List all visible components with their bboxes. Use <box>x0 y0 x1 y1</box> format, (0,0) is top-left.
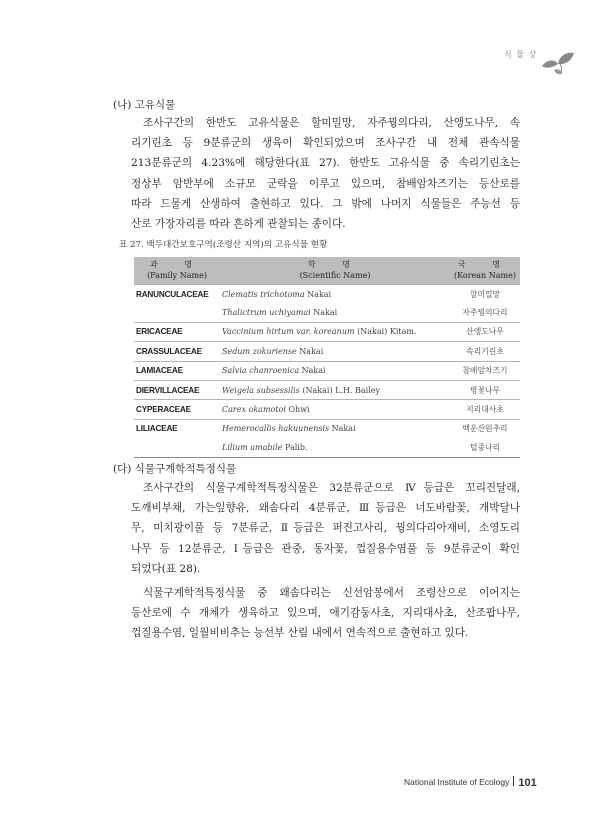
table-row: LILIACEAE Hemerocallis hakuunensis Nakai 백운산원추리 <box>134 419 520 438</box>
text-line: 식물구계학적특정식물 중 왜솜다리는 신선암봉에서 조령산으로 이어지는 <box>143 587 520 599</box>
section-heading-endemic: (나) 고유식물 <box>113 99 176 111</box>
column-header-korean: 국 명 (Korean Name) <box>450 257 520 285</box>
page-footer <box>404 776 537 789</box>
paragraph-floristic-2 <box>131 583 520 644</box>
text-line: 도깨비부채, 가는잎향유, 왜솜다리 4분류군, Ⅲ등급은 너도바람꽃, 개박달나 <box>131 502 520 515</box>
table-caption: 표 27. 백두대간보호구역(조령산 지역)의 고유식물 현황 <box>119 240 328 250</box>
text-line: 정상부 암반부에 소규모 군락을 이루고 있으며, 참배암차즈기는 등산로를 <box>131 177 520 190</box>
page-number: 101 <box>518 777 537 789</box>
table-row: Thalictrum uchiyamai Nakai 자주꿩의다리 <box>222 308 508 318</box>
text-line: 나무 등 12분류군, Ⅰ등급은 관중, 동자꽃, 껍질용수염풀 등 9분류군이 확인 <box>131 542 520 555</box>
table-row: RANUNCULACEAE Clematis trichotoma Nakai 할미밀망 <box>134 285 520 304</box>
paragraph-endemic <box>131 113 520 234</box>
text-line: 되었다(표 28). <box>131 562 201 575</box>
column-header-scientific: 학 명 (Scientific Name) <box>220 257 450 285</box>
paragraph-floristic-1 <box>131 478 520 579</box>
text-line: 조사구간의 한반도 고유식물은 할미밀망, 자주꿩의다리, 산앵도나무, 속 <box>143 117 520 129</box>
section-label: 식 물 상 <box>504 50 538 59</box>
text-line: 무, 미치광이풀 등 7분류군, Ⅱ등급은 퍼진고사리, 꿩의다리아재비, 소영도리 <box>131 522 520 535</box>
endemic-plants-table <box>134 257 520 458</box>
text-line: 산로 가장자리를 따라 흔하게 관찰되는 종이다. <box>131 218 346 231</box>
text-line: 껍질용수염, 일월비비추는 능선부 산림 내에서 연속적으로 출현하고 있다. <box>131 627 469 640</box>
section-heading-floristic: (다) 식물구계학적특정식물 <box>113 463 237 475</box>
table-row: DIERVILLACEAE Weigela subsessilis (Nakai) L.H. Bailey 병꽃나무 <box>134 380 520 399</box>
text-line: 리기린초 등 9분류군의 생육이 확인되었으며 조사구간 내 전체 관속식물 <box>131 137 520 150</box>
text-line: 등산로에 수 개체가 생육하고 있으며, 애기감둥사초, 지리대사초, 산조팝나무, <box>131 607 520 620</box>
text-line: 213분류군의 4.23%에 해당한다(표 27). 한반도 고유식물 중 속리기린초는 <box>131 157 520 170</box>
leaf-ornament-icon <box>540 50 576 76</box>
table-row: ERICACEAE Vaccinium hirtum var. koreanum (Nakai) Kitam. 산앵도나무 <box>134 322 520 341</box>
text-line: 따라 드물게 산생하여 출현하고 있다. 그 밖에 나머지 식물들은 주능선 등 <box>131 197 520 210</box>
table-row: CYPERACEAE Carex okamotoi Ohwi 지리대사초 <box>134 400 520 419</box>
table-row: CRASSULACEAE Sedum zokuriense Nakai 속리기린초 <box>134 342 520 361</box>
table-row: LAMIACEAE Salvia chanroenica Nakai 참배암차즈기 <box>134 361 520 380</box>
column-header-family: 과 명 (Family Name) <box>134 257 220 285</box>
footer-divider <box>513 776 514 786</box>
table-row: Lilium amabile Palib. 털중나리 <box>134 438 520 457</box>
text-line: 조사구간의 식물구계학적특정식물은 32분류군으로 Ⅳ등급은 꼬리진달래, <box>143 482 520 494</box>
institute-name: National Institute of Ecology <box>404 777 510 787</box>
